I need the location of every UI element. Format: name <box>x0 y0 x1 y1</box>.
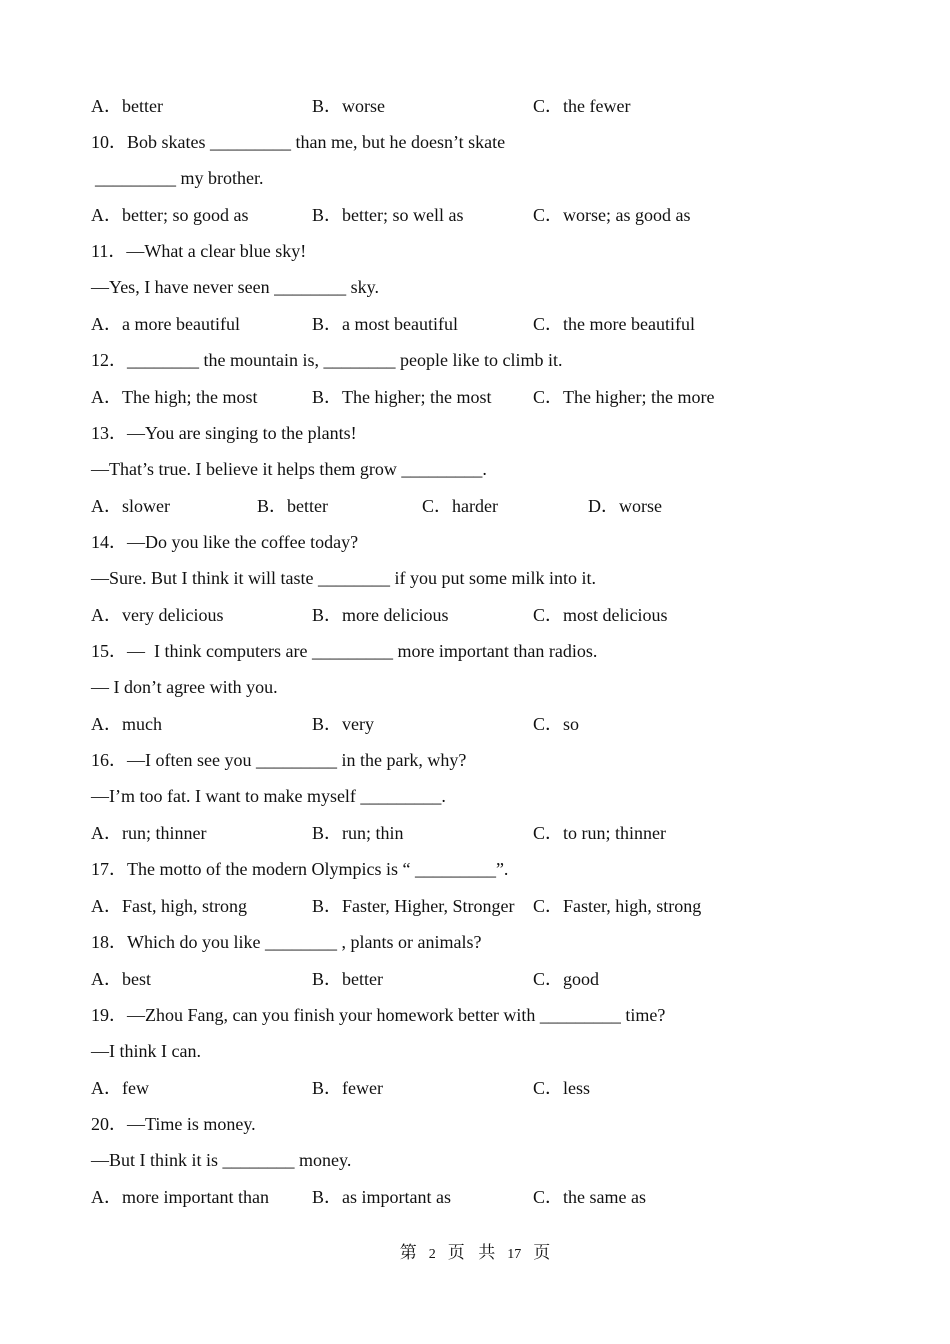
q12-stem: 12．________ the mountain is, ________ people like to climb it. <box>91 350 563 370</box>
footer-word: 页 <box>533 1243 551 1263</box>
option-a: A．very delicious <box>91 605 224 625</box>
q19-reply: —I think I can. <box>91 1041 201 1061</box>
q10-stem: 10．Bob skates _________ than me, but he doesn’t skate <box>91 132 506 152</box>
option-b: B．a most beautiful <box>312 314 458 334</box>
option-c: C．Faster, high, strong <box>533 896 702 916</box>
option-b: B．better <box>312 969 383 989</box>
option-b: B．fewer <box>312 1078 383 1098</box>
option-a: A．more important than <box>91 1187 269 1207</box>
q17-options <box>91 893 890 919</box>
option-b: B．as important as <box>312 1187 451 1207</box>
option-c: C．less <box>533 1078 591 1098</box>
footer-word: 页 <box>447 1243 465 1263</box>
option-c: C．good <box>533 969 600 989</box>
page-number: 2 <box>428 1247 436 1262</box>
option-b: B．better; so well as <box>312 205 464 225</box>
option-c: C．most delicious <box>533 605 668 625</box>
q15-options <box>91 711 890 737</box>
option-a: A．few <box>91 1078 149 1098</box>
option-a: A．Fast, high, strong <box>91 896 248 916</box>
option-d: D．worse <box>588 496 662 516</box>
q16-options <box>91 820 890 846</box>
q9-options <box>91 93 890 119</box>
q17-stem: 17．The motto of the modern Olympics is “ _________”. <box>91 859 509 879</box>
option-a: A．The high; the most <box>91 387 258 407</box>
option-b: B．very <box>312 714 374 734</box>
q11-options <box>91 311 890 337</box>
option-c: C．to run; thinner <box>533 823 666 843</box>
q13-stem: 13．—You are singing to the plants! <box>91 423 357 443</box>
q15-stem: 15．— I think computers are _________ more important than radios. <box>91 641 598 661</box>
q13-reply: —That’s true. I believe it helps them grow _________. <box>91 459 487 479</box>
q20-stem: 20．—Time is money. <box>91 1114 256 1134</box>
option-b: B．Faster, Higher, Stronger <box>312 896 515 916</box>
q16-reply: —I’m too fat. I want to make myself _________. <box>91 786 446 806</box>
option-a: A．much <box>91 714 162 734</box>
option-a: A．better; so good as <box>91 205 249 225</box>
option-c: C．the same as <box>533 1187 646 1207</box>
footer-word: 第 <box>399 1243 417 1263</box>
option-a: A．a more beautiful <box>91 314 240 334</box>
q11-stem: 11．—What a clear blue sky! <box>91 241 307 261</box>
option-b: B．The higher; the most <box>312 387 492 407</box>
q18-stem: 18．Which do you like ________ , plants or animals? <box>91 932 482 952</box>
q15-reply: — I don’t agree with you. <box>91 677 278 697</box>
q12-options <box>91 384 890 410</box>
page-footer <box>0 1239 950 1269</box>
q11-reply: —Yes, I have never seen ________ sky. <box>91 277 379 297</box>
option-c: C．harder <box>422 496 498 516</box>
option-a: A．run; thinner <box>91 823 207 843</box>
q20-options <box>91 1184 890 1210</box>
q10-stem-cont: _________ my brother. <box>95 168 264 188</box>
option-b: B．worse <box>312 96 385 116</box>
q14-reply: —Sure. But I think it will taste ________ if you put some milk into it. <box>91 568 596 588</box>
option-a: A．slower <box>91 496 170 516</box>
option-c: C．The higher; the more <box>533 387 715 407</box>
q19-stem: 19．—Zhou Fang, can you finish your homework better with _________ time? <box>91 1005 666 1025</box>
total-pages: 17 <box>507 1247 522 1262</box>
option-a: A．better <box>91 96 163 116</box>
q14-options <box>91 602 890 628</box>
q13-options <box>91 493 890 519</box>
q18-options <box>91 966 890 992</box>
footer-word: 共 <box>478 1243 496 1263</box>
q20-reply: —But I think it is ________ money. <box>91 1150 352 1170</box>
q14-stem: 14．—Do you like the coffee today? <box>91 532 359 552</box>
option-c: C．the more beautiful <box>533 314 695 334</box>
option-c: C．worse; as good as <box>533 205 691 225</box>
option-c: C．the fewer <box>533 96 631 116</box>
option-a: A．best <box>91 969 151 989</box>
q10-options <box>91 202 890 228</box>
q19-options <box>91 1075 890 1101</box>
option-b: B．better <box>257 496 328 516</box>
q16-stem: 16．—I often see you _________ in the park, why? <box>91 750 467 770</box>
option-b: B．run; thin <box>312 823 404 843</box>
option-b: B．more delicious <box>312 605 449 625</box>
option-c: C．so <box>533 714 580 734</box>
